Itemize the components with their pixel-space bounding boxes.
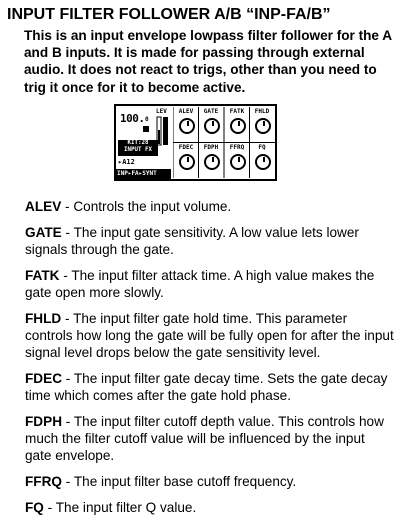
machine-path: INP▸FA▸SYNT bbox=[116, 169, 171, 179]
param-desc: - The input filter gate hold time. This parameter controls how long the gate will be fully open for after the input signal level drops below the gate sensitivity level. bbox=[25, 310, 394, 361]
param-fq bbox=[25, 499, 395, 516]
knob-icon bbox=[204, 154, 220, 170]
kit-label-box bbox=[118, 140, 158, 156]
param-cell-fatk bbox=[225, 107, 249, 141]
kit-name: INPUT FX bbox=[124, 147, 152, 153]
param-ffrq bbox=[25, 473, 395, 490]
param-fdph bbox=[25, 413, 395, 465]
tempo-value: 100. bbox=[120, 112, 145, 125]
knob-icon bbox=[255, 118, 271, 134]
knob-icon bbox=[230, 118, 246, 134]
param-cell-alev bbox=[174, 107, 198, 141]
param-name: ALEV bbox=[25, 199, 62, 214]
cell-label: FFRQ bbox=[229, 144, 245, 151]
param-cell-fdph bbox=[199, 143, 223, 177]
param-cell-ffrq bbox=[225, 143, 249, 177]
intro-paragraph: This is an input envelope lowpass filter follower for the A and B inputs. It is made for passing through external audio. It does not react to trigs, other than you need to trig it once for it to become active. bbox=[24, 28, 392, 95]
parameter-list bbox=[25, 198, 395, 525]
tempo-decimal: 0 bbox=[145, 116, 149, 123]
kit-number: KIT:28 bbox=[127, 140, 149, 146]
param-name: FDPH bbox=[25, 414, 63, 429]
param-alev bbox=[25, 198, 395, 215]
cell-label: ALEV bbox=[178, 108, 194, 115]
param-gate bbox=[25, 224, 395, 258]
param-name: FDEC bbox=[25, 371, 63, 386]
param-desc: - The input filter Q value. bbox=[43, 500, 197, 515]
param-name: GATE bbox=[25, 224, 62, 240]
cell-label: FDPH bbox=[203, 144, 219, 151]
knob-icon bbox=[204, 118, 220, 134]
param-desc: - Controls the input volume. bbox=[61, 199, 232, 214]
param-name: FATK bbox=[25, 267, 60, 283]
cell-label: FDEC bbox=[178, 144, 194, 151]
parameter-grid bbox=[173, 107, 275, 178]
param-fatk bbox=[25, 267, 395, 301]
knob-icon bbox=[179, 154, 195, 170]
param-desc: - The input filter gate decay time. Sets the gate decay time which comes after the gate hold phase. bbox=[25, 371, 388, 404]
cell-label: GATE bbox=[203, 108, 219, 115]
track-indicator: ▸A12 bbox=[118, 158, 135, 166]
lcd-screen-figure bbox=[114, 104, 277, 181]
param-cell-gate bbox=[199, 107, 223, 141]
cell-label: FATK bbox=[229, 108, 245, 115]
param-desc: - The input filter attack time. A high value makes the gate open more slowly. bbox=[25, 267, 375, 300]
tempo-indicator bbox=[143, 126, 149, 132]
lev-label: LEV bbox=[156, 108, 167, 115]
page-title: INPUT FILTER FOLLOWER A/B “INP-FA/B” bbox=[7, 6, 331, 23]
param-name: FHLD bbox=[25, 310, 62, 326]
param-name: FQ bbox=[25, 500, 44, 515]
cell-label: FHLD bbox=[254, 108, 270, 115]
knob-icon bbox=[255, 154, 271, 170]
param-desc: - The input filter base cutoff frequency. bbox=[62, 474, 297, 490]
knob-icon bbox=[179, 118, 195, 134]
param-fdec bbox=[25, 370, 395, 404]
param-desc: - The input filter cutoff depth value. This controls how much the filter cutoff value will be influenced by the input gate envelope. bbox=[25, 414, 384, 464]
param-cell-fq bbox=[250, 143, 274, 177]
param-cell-fhld bbox=[250, 107, 274, 141]
param-name: FFRQ bbox=[25, 474, 62, 490]
param-desc: - The input gate sensitivity. A low value lets lower signals through the gate. bbox=[25, 224, 359, 257]
knob-icon bbox=[230, 154, 246, 170]
cell-label: FQ bbox=[258, 144, 266, 151]
param-fhld bbox=[25, 310, 395, 362]
param-cell-fdec bbox=[174, 143, 198, 177]
level-meter bbox=[156, 116, 170, 146]
